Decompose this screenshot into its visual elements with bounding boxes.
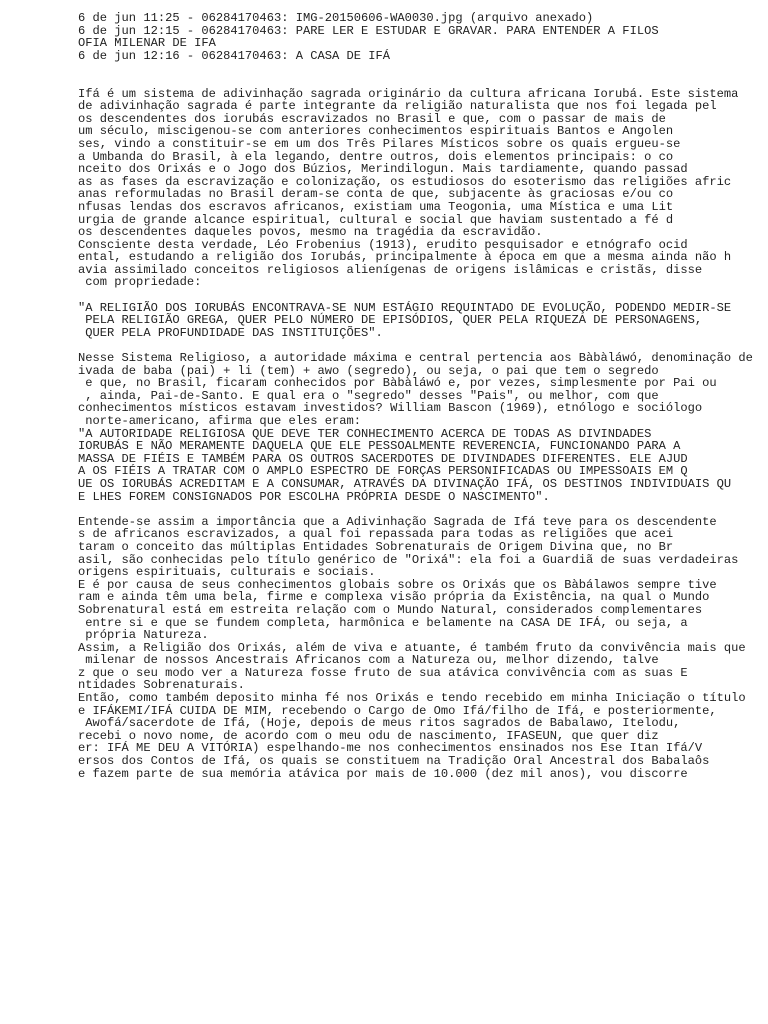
- text-line: QUER PELA PROFUNDIDADE DAS INSTITUIÇÕES".: [78, 325, 383, 340]
- text-line: avia assimilado conceitos religiosos alienígenas de origens islâmicas e cristãs, disse: [78, 262, 703, 277]
- text-line: Entende-se assim a importância que a Adivinhação Sagrada de Ifá teve para os descendente: [78, 514, 717, 529]
- text-line: z que o seu modo ver a Natureza fosse fruto de sua atávica convivência com as suas E: [78, 665, 688, 680]
- text-line: conhecimentos místicos estavam investidos? William Bascon (1969), etnólogo e sociólogo: [78, 401, 703, 416]
- text-line: norte-americano, afirma que eles eram:: [78, 414, 362, 428]
- text-line: er: IFÁ ME DEU A VITÓRIA) espelhando-me nos conhecimentos ensinados nos Ese Itan Ifá/V: [78, 741, 703, 756]
- text-line: Sobrenatural está em estreita relação com o Mundo Natural, considerados complementares: [78, 602, 703, 617]
- text-line: Assim, a Religião dos Orixás, além de viva e atuante, é também fruto da convivência mais que: [78, 640, 746, 655]
- text-line: E LHES FOREM CONSIGNADOS POR ESCOLHA PRÓPRIA DESDE O NASCIMENTO".: [78, 489, 550, 504]
- text-line: e IFÁKEMI/IFÁ CUIDA DE MIM, recebendo o Cargo de Omo Ifá/filho de Ifá, e posteriormente,: [78, 703, 717, 718]
- text-line: OFIA MILENAR DE IFA: [78, 36, 216, 51]
- text-line: IORUBÁS E NÃO MERAMENTE DAQUELA QUE ELE PESSOALMENTE REVERENCIA, FUNCIONANDO PARA A: [78, 439, 681, 454]
- text-line: os descendentes daqueles povos, mesmo na tragédia da escravidão.: [78, 225, 543, 240]
- text-line: "A AUTORIDADE RELIGIOSA QUE DEVE TER CONHECIMENTO ACERCA DE TODAS AS DIVINDADES: [78, 426, 652, 441]
- blank-line: [78, 62, 768, 75]
- text-line: Consciente desta verdade, Léo Frobenius (1913), erudito pesquisador e etnógrafo ocid: [78, 237, 688, 252]
- text-line: Ifá é um sistema de adivinhação sagrada originário da cultura africana Iorubá. Este sistema: [78, 86, 739, 101]
- text-line: 6 de jun 11:25 - 06284170463: IMG-20150606-WA0030.jpg (arquivo anexado): [78, 11, 594, 25]
- text-line: taram o conceito das múltiplas Entidades Sobrenaturais de Origem Divina que, no Br: [78, 539, 674, 554]
- text-line: ram e ainda têm uma bela, firme e complexa visão própria da Existência, na qual o Mundo: [78, 590, 710, 605]
- text-line: os descendentes dos iorubás escravizados no Brasil e que, com o passar de mais de: [78, 111, 666, 126]
- text-line: Então, como também deposito minha fé nos Orixás e tendo recebido em minha Iniciação o título: [78, 691, 746, 706]
- text-line: as as fases da escravização e colonização, os estudiosos do esoterismo das religiões afric: [78, 174, 732, 189]
- blank-line: [78, 503, 768, 516]
- text-line: ivada de baba (pai) + li (tem) + awo (segredo), ou seja, o pai que tem o segredo: [78, 363, 659, 378]
- text-line: a Umbanda do Brasil, à ela legando, dentre outros, dois elementos principais: o co: [78, 149, 674, 164]
- text-line: A OS FIÉIS A TRATAR COM O AMPLO ESPECTRO DE FORÇAS PERSONIFICADAS OU IMPESSOAIS EM Q: [78, 464, 688, 479]
- text-line: , ainda, Pai-de-Santo. E qual era o "segredo" desses "Pais", ou melhor, com que: [78, 388, 659, 403]
- text-line: nfusas lendas dos escravos africanos, existiam uma Teogonia, uma Mística e uma Lit: [78, 199, 674, 214]
- text-line: anas reformuladas no Brasil deram-se conta de que, subjacente às graciosas e/ou co: [78, 187, 674, 202]
- text-line: e fazem parte de sua memória atávica por mais de 10.000 (dez mil anos), vou discorre: [78, 766, 688, 781]
- text-line: 6 de jun 12:16 - 06284170463: A CASA DE IFÁ: [78, 48, 391, 63]
- text-line: recebi o novo nome, de acordo com o meu odu de nascimento, IFASEUN, que quer diz: [78, 728, 659, 743]
- text-line: milenar de nossos Ancestrais Africanos com a Natureza ou, melhor dizendo, talve: [78, 653, 659, 668]
- text-line: PELA RELIGIÃO GREGA, QUER PELO NÚMERO DE EPISÓDIOS, QUER PELA RIQUEZA DE PERSONAGENS,: [78, 313, 703, 328]
- text-line: origens espirituais, culturais e sociais.: [78, 565, 376, 580]
- text-line: um século, miscigenou-se com anteriores conhecimentos espirituais Bantos e Angolen: [78, 124, 674, 139]
- text-line: Awofá/sacerdote de Ifá, (Hoje, depois de meus ritos sagrados de Babalawo, Itelodu,: [78, 716, 681, 731]
- text-line: ntidades Sobrenaturais.: [78, 678, 245, 693]
- text-line: entre si e que se fundem completa, harmônica e belamente na CASA DE IFÁ, ou seja, a: [78, 615, 688, 630]
- text-line: com propriedade:: [78, 275, 202, 290]
- text-line: asil, são conhecidas pelo título genérico de "Orixá": ela foi a Guardiã de suas verdadeiras: [78, 552, 739, 567]
- text-line: "A RELIGIÃO DOS IORUBÁS ENCONTRAVA-SE NUM ESTÁGIO REQUINTADO DE EVOLUÇÃO, PODENDO MEDIR-SE: [78, 300, 732, 315]
- text-line: E é por causa de seus conhecimentos globais sobre os Orixás que os Bàbálawos sempre tive: [78, 577, 717, 592]
- text-line: e que, no Brasil, ficaram conhecidos por Bàbàláwó e, por vezes, simplesmente por Pai ou: [78, 376, 717, 391]
- text-line: ersos dos Contos de Ifá, os quais se constituem na Tradição Oral Ancestral dos Babalaôs: [78, 754, 710, 769]
- text-line: ental, estudando a religião dos Iorubás, principalmente à época em que a mesma ainda não h: [78, 250, 732, 265]
- text-line: UE OS IORUBÁS ACREDITAM E A CONSUMAR, ATRAVÉS DA DIVINAÇÃO IFÁ, OS DESTINOS INDIVIDUAIS QU: [78, 476, 732, 491]
- text-line: de adivinhação sagrada é parte integrante da religião naturalista que nos foi legada pel: [78, 99, 717, 114]
- text-line: nceito dos Orixás e o Jogo dos Búzios, Merindilogun. Mais tardiamente, quando passad: [78, 162, 688, 177]
- text-line: urgia de grande alcance espiritual, cultural e social que haviam sustentado a fé d: [78, 212, 674, 227]
- text-line: ses, vindo a constituir-se em um dos Três Pilares Místicos sobre os quais ergueu-se: [78, 136, 681, 151]
- text-line: s de africanos escravizados, a qual foi repassada para todas as religiões que acei: [78, 527, 674, 542]
- text-line: MASSA DE FIÉIS E TAMBÉM PARA OS OUTROS SACERDOTES DE DIVINDADES DIFERENTES. ELE AJUD: [78, 451, 688, 466]
- text-line: Nesse Sistema Religioso, a autoridade máxima e central pertencia aos Bàbàláwó, denominação de: [78, 351, 753, 366]
- text-line: própria Natureza.: [78, 628, 209, 643]
- blank-line: [78, 75, 768, 88]
- text-line: 6 de jun 12:15 - 06284170463: PARE LER E ESTUDAR E GRAVAR. PARA ENTENDER A FILOS: [78, 23, 659, 38]
- blank-line: [78, 289, 768, 302]
